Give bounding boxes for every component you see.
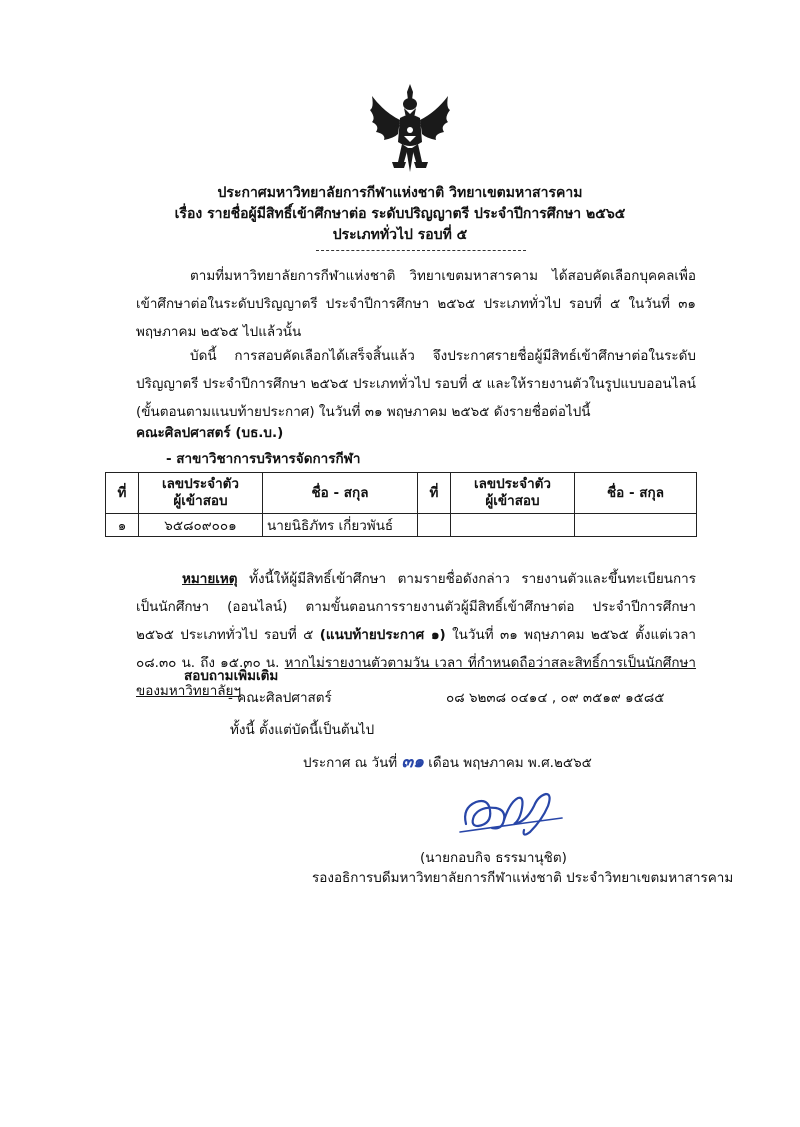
col-no-2: ที่	[418, 473, 451, 514]
major-heading: - สาขาวิชาการบริหารจัดการกีฬา	[166, 451, 361, 467]
announcement-subject: เรื่อง รายชื่อผู้มีสิทธิ์เข้าศึกษาต่อ ระดับปริญญาตรี ประจำปีการศึกษา ๒๕๖๕	[174, 206, 626, 222]
announcement-title: ประกาศมหาวิทยาลัยการกีฬาแห่งชาติ วิทยาเขตมหาสารคาม	[217, 185, 583, 201]
remark-label: หมายเหตุ	[182, 571, 238, 587]
announce-date	[303, 748, 592, 775]
cell-no-2	[418, 514, 451, 537]
cell-id-2	[451, 514, 575, 537]
intro-paragraph	[136, 262, 696, 346]
announce-day: ๓๑	[401, 752, 424, 772]
inquiry-phones: ๐๘ ๖๒๓๘ ๐๔๑๔ , ๐๙ ๓๕๑๙ ๑๕๘๕	[446, 690, 665, 706]
dashed-separator	[316, 250, 526, 251]
signer-position: รองอธิการบดีมหาวิทยาลัยการกีฬาแห่งชาติ ประจำวิทยาเขตมหาสารคาม	[312, 870, 734, 886]
col-id-2: เลขประจำตัว ผู้เข้าสอบ	[451, 473, 575, 514]
inquiry-faculty: - คณะศิลปศาสตร์	[228, 690, 332, 706]
remark-warning: หากไม่รายงานตัวตามวัน เวลา ที่กำหนดถือว่าสละสิทธิ์การเป็นนักศึกษาของมหาวิทยาลัยฯ	[136, 655, 697, 699]
announce-prefix: ประกาศ ณ วันที่	[303, 755, 398, 771]
cell-id: ๖๕๘๐๙๐๐๑	[139, 514, 263, 537]
table-row	[106, 514, 697, 537]
col-no-1: ที่	[106, 473, 139, 514]
announcement-category: ประเภททั่วไป รอบที่ ๕	[332, 227, 468, 243]
intro-text: ตามที่มหาวิทยาลัยการกีฬาแห่งชาติ วิทยาเขตมหาสารคาม ได้สอบคัดเลือกบุคคลเพื่อเข้าศึกษาต่อในระดับปริญญาตรี ประจำปีการศึกษา ๒๕๖๕ ประเภททั่วไป รอบที่ ๕ ในวันที่ ๓๑ พฤษภาคม ๒๕๖๕ ไปแล้วนั้น	[136, 268, 696, 340]
signature-icon	[452, 780, 572, 840]
remark-attachment: (แนบท้ายประกาศ ๑)	[319, 627, 446, 643]
cell-name: นายนิธิภัทร เกี่ยวพันธ์	[263, 514, 418, 537]
col-name-2: ชื่อ - สกุล	[575, 473, 697, 514]
cell-name-2	[575, 514, 697, 537]
remark-text: ทั้งนี้ให้ผู้มีสิทธิ์เข้าศึกษา ตามรายชื่อดังกล่าว รายงานตัวและขึ้นทะเบียนการเป็นนักศึกษา (ออนไลน์) ตามขั้นตอนการรายงานตัวผู้มีสิทธิ์เข้าศึกษาต่อ ประจำปีการศึกษา ๒๕๖๕ ประเภททั่วไป รอบที่ ๕	[136, 571, 696, 643]
announce-month-year: เดือน พฤษภาคม พ.ศ.๒๕๖๕	[428, 755, 592, 771]
table-header-row	[106, 473, 697, 514]
inquiry-title: สอบถามเพิ่มเติม	[184, 668, 279, 684]
faculty-heading: คณะศิลปศาสตร์ (บธ.บ.)	[136, 425, 284, 441]
col-id-1: เลขประจำตัว ผู้เข้าสอบ	[139, 473, 263, 514]
cell-no: ๑	[106, 514, 139, 537]
col-name-1: ชื่อ - สกุล	[263, 473, 418, 514]
garuda-emblem-icon	[366, 82, 454, 178]
admitted-list-table	[105, 472, 697, 537]
effective-statement: ทั้งนี้ ตั้งแต่บัดนี้เป็นต้นไป	[230, 722, 375, 738]
result-text: บัดนี้ การสอบคัดเลือกได้เสร็จสิ้นแล้ว จึงประกาศรายชื่อผู้มีสิทธ์เข้าศึกษาต่อในระดับปริญญาตรี ประจำปีการศึกษา ๒๕๖๕ ประเภททั่วไป รอบที่ ๕ และให้รายงานตัวในรูปแบบออนไลน์ (ขั้นตอนตามแนบท้ายประกาศ) ในวันที่ ๓๑ พฤษภาคม ๒๕๖๕ ดังรายชื่อต่อไปนี้	[136, 348, 696, 420]
remark-time: ในวันที่ ๓๑ พฤษภาคม ๒๕๖๕ ตั้งแต่เวลา ๐๘.๓๐ น. ถึง ๑๕.๓๐ น.	[136, 627, 697, 671]
signer-name: (นายกอบกิจ ธรรมานุชิต)	[420, 850, 567, 866]
result-paragraph	[136, 342, 696, 426]
